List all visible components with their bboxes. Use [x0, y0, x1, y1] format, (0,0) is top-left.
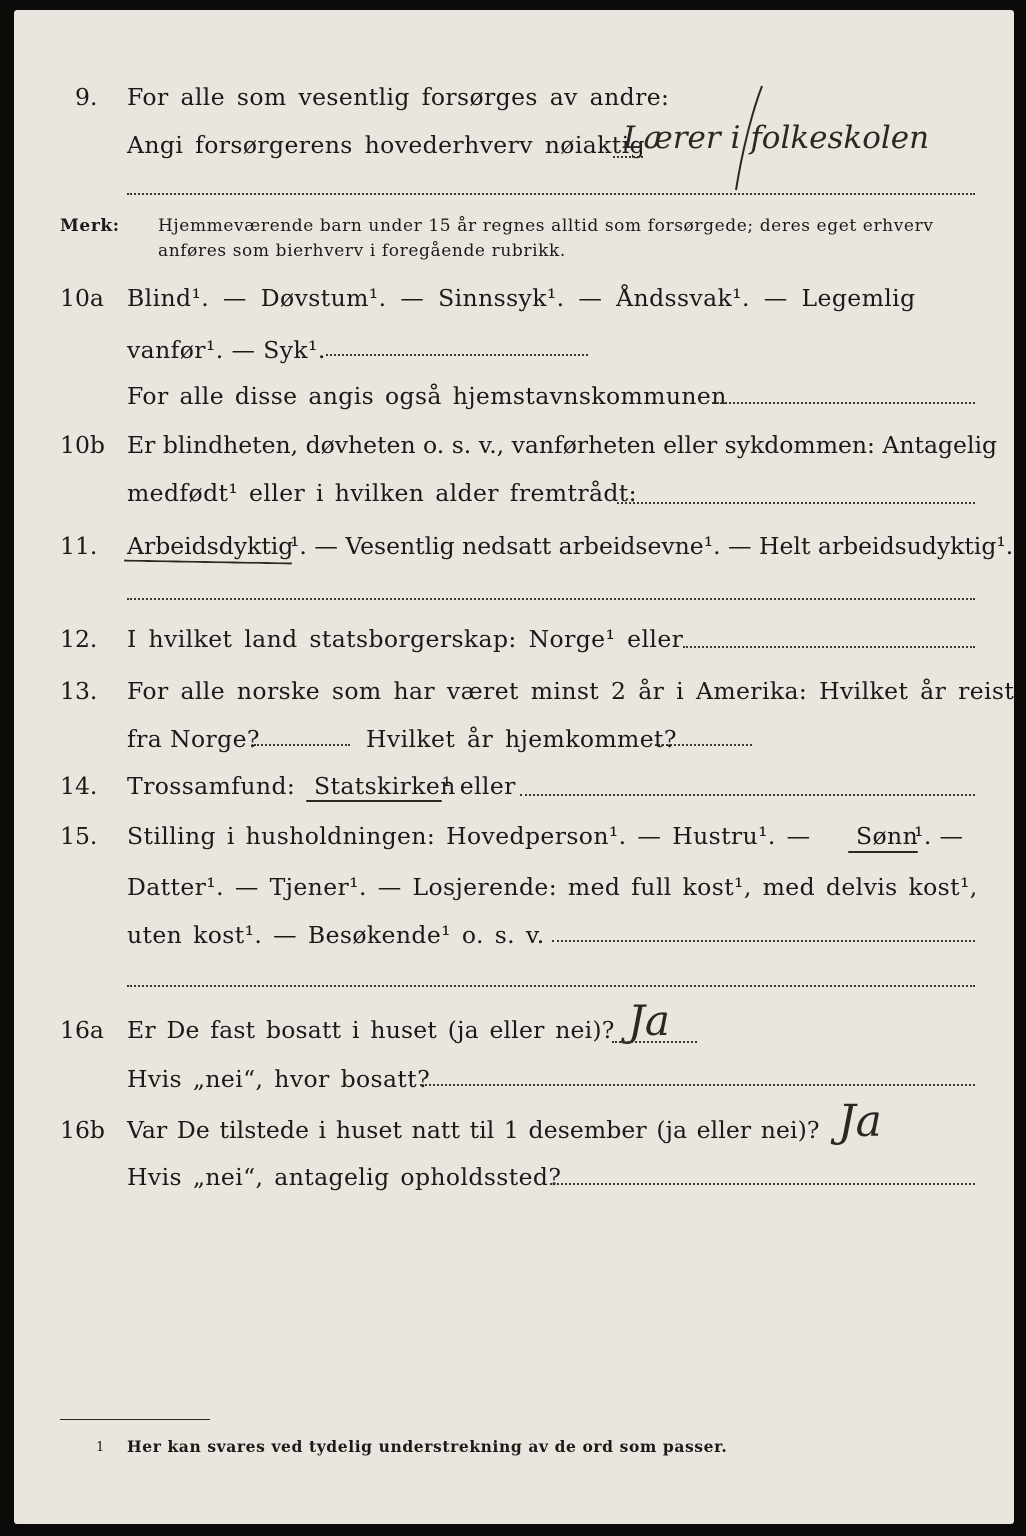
q15-line2: Datter¹. — Tjener¹. — Losjerende: med full kost¹, med delvis kost¹,: [127, 873, 978, 901]
q13-year-return-fill: [655, 744, 752, 746]
q10a-line2-fill: [326, 354, 588, 356]
q12-number: 12.: [60, 625, 98, 653]
q9-second-line: [127, 193, 975, 195]
q15-line1c: ¹. —: [914, 822, 964, 850]
q15-fill: [552, 940, 975, 942]
q14-number: 14.: [60, 772, 98, 800]
q9-line2: Angi forsørgerens hovederhverv nøiaktig: [127, 131, 646, 159]
q14-option-statskirken: Statskirken: [314, 772, 456, 800]
q16a-handwritten-answer: Ja: [628, 996, 670, 1045]
q10b-line1: Er blindheten, døvheten o. s. v., vanførheten eller sykdommen: Antagelig: [127, 431, 998, 459]
q16b-line1: Var De tilstede i huset natt til 1 desember (ja eller nei)?: [127, 1116, 820, 1144]
q16b-number: 16b: [60, 1116, 105, 1144]
q13-number: 13.: [60, 677, 98, 705]
q16a-fill: [612, 1041, 697, 1043]
q13-year-left-fill: [254, 744, 350, 746]
census-form-page: [14, 10, 1014, 1524]
q16b-line2-fill: [550, 1183, 975, 1185]
q13-line2a: fra Norge?: [127, 725, 260, 753]
q10a-line1: Blind¹. — Døvstum¹. — Sinnssyk¹. — Åndssvak¹. — Legemlig: [127, 284, 916, 312]
q9-handwritten-answer: Lærer i folkeskolen: [623, 120, 930, 156]
q16a-line2-fill: [420, 1084, 975, 1086]
q14-option-other: ¹ eller: [442, 772, 516, 800]
q11-other-options: ¹. — Vesentlig nedsatt arbeidsevne¹. — Helt arbeidsudyktig¹.: [290, 532, 1014, 560]
q10b-line2: medfødt¹ eller i hvilken alder fremtrådt:: [127, 479, 637, 507]
q9-handwritten-stroke: [728, 82, 768, 194]
q16a-line1: Er De fast bosatt i huset (ja eller nei)?: [127, 1016, 615, 1044]
q16a-line2: Hvis „nei“, hvor bosatt?: [127, 1065, 431, 1093]
q14-handwritten-underline: [306, 800, 442, 802]
q10a-number: 10a: [60, 284, 104, 312]
footnote-divider: [60, 1419, 210, 1420]
merk-line2: anføres som bierhverv i foregående rubrikk.: [158, 241, 566, 261]
q9-line1: For alle som vesentlig forsørges av andre:: [127, 83, 670, 111]
q10a-line3-fill: [712, 402, 975, 404]
q10a-line2: vanfør¹. — Syk¹.: [127, 336, 326, 364]
q9-fill-line: [613, 156, 643, 158]
q15-number: 15.: [60, 822, 98, 850]
q15-line1a: Stilling i husholdningen: Hovedperson¹. — Hustru¹. —: [127, 822, 811, 850]
q12-line1: I hvilket land statsborgerskap: Norge¹ eller: [127, 625, 684, 653]
q15-option-sonn: Sønn: [856, 822, 919, 850]
q13-line2b: Hvilket år hjemkommet?: [366, 725, 677, 753]
q11-number: 11.: [60, 532, 98, 560]
q16b-line2: Hvis „nei“, antagelig opholdssted?: [127, 1163, 562, 1191]
q10a-line3: For alle disse angis også hjemstavnskommunen: [127, 382, 727, 410]
q12-fill: [683, 646, 975, 648]
merk-label: Merk:: [60, 216, 120, 236]
q11-fill: [127, 598, 975, 600]
q15-handwritten-underline: [848, 851, 918, 853]
q9-number: 9.: [75, 83, 98, 111]
footnote-mark: 1: [96, 1440, 105, 1455]
footnote-text: Her kan svares ved tydelig understrekning av de ord som passer.: [127, 1437, 728, 1456]
q15-second-fill: [127, 985, 975, 987]
q16a-number: 16a: [60, 1016, 104, 1044]
q13-line1: For alle norske som har været minst 2 år i Amerika: Hvilket år reist: [127, 677, 1015, 705]
merk-line1: Hjemmeværende barn under 15 år regnes alltid som forsørgede; deres eget erhverv: [158, 216, 934, 236]
q10b-fill: [617, 502, 975, 504]
q15-line3: uten kost¹. — Besøkende¹ o. s. v.: [127, 921, 545, 949]
q11-option-arbeidsdyktig: Arbeidsdyktig: [127, 532, 294, 560]
q14-fill: [520, 794, 975, 796]
q16b-handwritten-answer: Ja: [838, 1096, 882, 1147]
q14-label: Trossamfund:: [127, 772, 296, 800]
q10b-number: 10b: [60, 431, 105, 459]
